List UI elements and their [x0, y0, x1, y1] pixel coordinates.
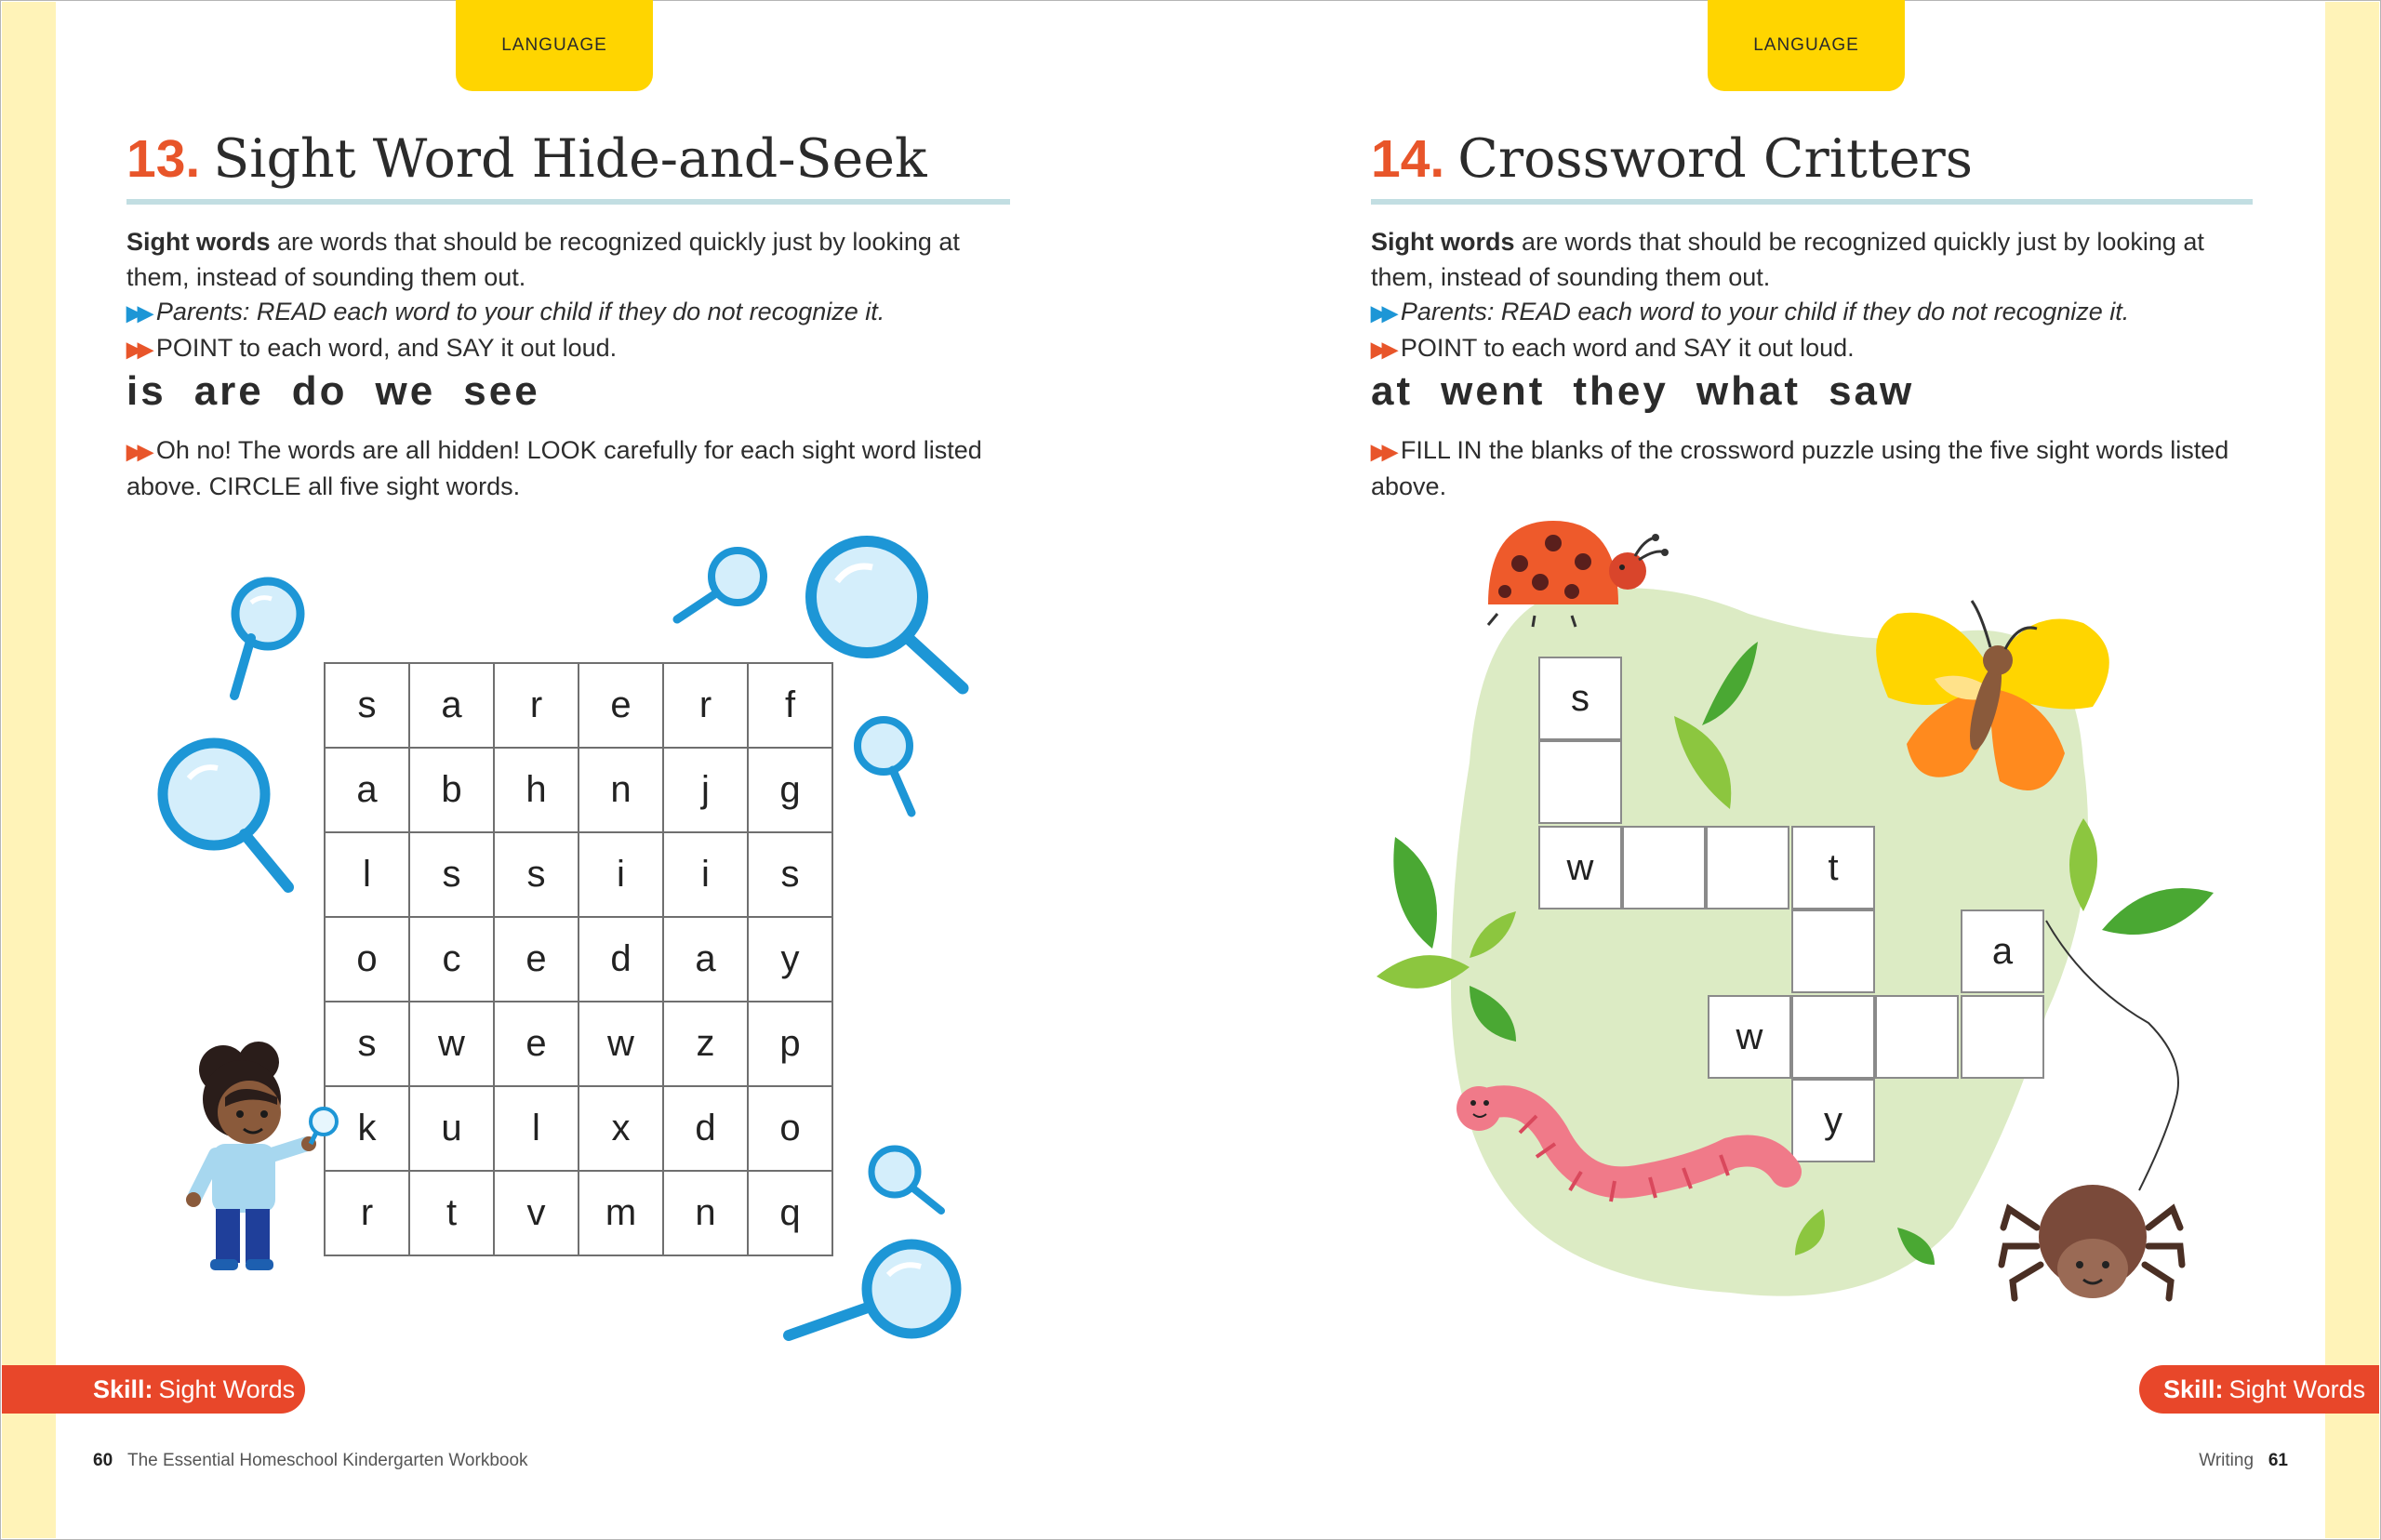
ladybug-illustration: [1479, 511, 1674, 623]
crossword-letter: t: [1828, 846, 1839, 888]
intro-rest: are words that should be recognized quickly just by looking at them, instead of sounding them out.: [1371, 228, 2204, 291]
grid-cell[interactable]: m: [579, 1171, 663, 1255]
grid-cell[interactable]: i: [579, 832, 663, 917]
crossword-cell[interactable]: [1791, 995, 1875, 1079]
grid-cell[interactable]: n: [579, 748, 663, 832]
leaf-icon: [1393, 837, 1437, 949]
leaf-icon: [2069, 818, 2097, 911]
sight-word: is: [126, 368, 166, 414]
spider-illustration: [2000, 1172, 2186, 1321]
parents-note: [1371, 295, 2264, 331]
crossword-letter: w: [1566, 846, 1594, 888]
grid-cell[interactable]: w: [579, 1002, 663, 1086]
crossword-letter: w: [1736, 1016, 1763, 1057]
grid-cell[interactable]: j: [663, 748, 748, 832]
leaf-icon: [1470, 911, 1516, 958]
grid-cell[interactable]: l: [494, 1086, 579, 1171]
activity-number: 14.: [1371, 129, 1445, 189]
arrow-bullet-icon: ▶▶: [126, 301, 149, 325]
page-number: 61: [2268, 1451, 2288, 1470]
title-underline: [126, 199, 1010, 205]
point-instruction: [126, 331, 1019, 367]
child-illustration: [167, 1032, 353, 1274]
parents-note: [126, 295, 1019, 331]
arrow-bullet-icon: ▶▶: [1371, 337, 1393, 361]
grid-cell[interactable]: y: [748, 917, 832, 1002]
page-number: 60: [93, 1451, 113, 1470]
word-search-grid: [324, 662, 833, 1256]
point-instruction-text: POINT to each word and SAY it out loud.: [1400, 333, 1855, 362]
intro-term: Sight words: [1371, 228, 1515, 256]
arrow-bullet-icon: ▶▶: [126, 337, 149, 361]
point-instruction-text: POINT to each word, and SAY it out loud.: [155, 333, 618, 362]
grid-row: [325, 748, 832, 832]
magnifying-glass-icon: [670, 539, 772, 632]
grid-cell[interactable]: r: [325, 1171, 409, 1255]
sight-words-list-right: [1371, 368, 1942, 415]
grid-cell[interactable]: a: [663, 917, 748, 1002]
grid-cell[interactable]: v: [494, 1171, 579, 1255]
grid-cell[interactable]: e: [579, 663, 663, 748]
section-tab-label: LANGUAGE: [1753, 35, 1859, 55]
arrow-bullet-icon: ▶▶: [126, 440, 149, 463]
sight-words-list-left: [126, 368, 568, 415]
section-tab-language-right: [1708, 0, 1905, 91]
worm-illustration: [1451, 1079, 1804, 1228]
activity-number: 13.: [126, 129, 201, 189]
leaf-icon: [1702, 642, 1758, 725]
leaf-icon: [1377, 955, 1470, 989]
spider-thread: [2037, 911, 2186, 1209]
grid-cell[interactable]: g: [748, 748, 832, 832]
task-instruction-left: [126, 433, 1019, 504]
grid-cell[interactable]: d: [579, 917, 663, 1002]
crossword-cell[interactable]: [1706, 826, 1789, 909]
grid-cell[interactable]: s: [325, 1002, 409, 1086]
sight-word: see: [463, 368, 540, 414]
intro-paragraph: [126, 225, 1019, 295]
sight-word: what: [1696, 368, 1802, 414]
crossword-cell[interactable]: [1961, 995, 2044, 1079]
sight-word: at: [1371, 368, 1414, 414]
intro-term: Sight words: [126, 228, 271, 256]
sight-word: went: [1441, 368, 1546, 414]
grid-cell[interactable]: f: [748, 663, 832, 748]
grid-row: [325, 832, 832, 917]
leaf-icon: [1470, 986, 1516, 1042]
grid-cell[interactable]: k: [325, 1086, 409, 1171]
grid-cell[interactable]: b: [409, 748, 494, 832]
skill-label: Skill:: [93, 1374, 153, 1403]
grid-cell[interactable]: s: [748, 832, 832, 917]
leaf-icon: [1897, 1228, 1935, 1265]
grid-row: [325, 1086, 832, 1171]
grid-row: [325, 917, 832, 1002]
sight-word: we: [375, 368, 436, 414]
crossword-letter: y: [1824, 1099, 1842, 1141]
arrow-bullet-icon: ▶▶: [1371, 440, 1393, 463]
sight-word: do: [291, 368, 348, 414]
grid-cell[interactable]: s: [494, 832, 579, 917]
crossword-cell[interactable]: [1538, 826, 1622, 909]
section-tab-label: LANGUAGE: [501, 35, 607, 55]
crossword-letter: a: [1991, 930, 2014, 972]
grid-cell[interactable]: u: [409, 1086, 494, 1171]
title-underline: [1371, 199, 2253, 205]
grid-cell[interactable]: z: [663, 1002, 748, 1086]
right-page-edge: [2325, 2, 2379, 1538]
grid-cell[interactable]: o: [748, 1086, 832, 1171]
activity-title-text: Crossword Critters: [1457, 128, 1974, 190]
grid-cell[interactable]: i: [663, 832, 748, 917]
instructions-right: [1371, 225, 2264, 366]
activity-title-left: [126, 128, 927, 190]
grid-cell[interactable]: w: [409, 1002, 494, 1086]
parents-note-text: Parents: READ each word to your child if they do not recognize it.: [1400, 298, 2130, 325]
crossword-cell[interactable]: [1538, 740, 1622, 824]
crossword-cell[interactable]: [1622, 826, 1706, 909]
sight-word: saw: [1829, 368, 1915, 414]
grid-cell[interactable]: a: [409, 663, 494, 748]
crossword-cell[interactable]: [1961, 909, 2044, 993]
grid-cell[interactable]: e: [494, 917, 579, 1002]
grid-cell[interactable]: a: [325, 748, 409, 832]
magnifying-glass-icon: [156, 727, 305, 895]
task-instruction-right: [1371, 433, 2264, 504]
crossword-cell[interactable]: [1538, 657, 1622, 740]
left-page-edge: [2, 2, 56, 1538]
section-tab-language-left: [456, 0, 653, 91]
book-title: The Essential Homeschool Kindergarten Workbook: [126, 1451, 528, 1470]
grid-cell[interactable]: s: [325, 663, 409, 748]
grid-cell[interactable]: q: [748, 1171, 832, 1255]
grid-cell[interactable]: n: [663, 1171, 748, 1255]
grid-cell[interactable]: r: [494, 663, 579, 748]
instructions-left: [126, 225, 1019, 366]
magnifying-glass-icon: [848, 712, 923, 824]
magnifying-glass-icon: [859, 1140, 952, 1215]
grid-cell[interactable]: p: [748, 1002, 832, 1086]
footer-right: [2199, 1451, 2288, 1471]
task-instruction-text: FILL IN the blanks of the crossword puzzle using the five sight words listed above.: [1371, 436, 2229, 500]
skill-label: Skill:: [2163, 1374, 2224, 1403]
butterfly-illustration: [1860, 595, 2121, 818]
grid-row: [325, 663, 832, 748]
activity-title-text: Sight Word Hide-and-Seek: [213, 128, 927, 190]
skill-value: Sight Words: [158, 1374, 296, 1403]
skill-value: Sight Words: [2228, 1374, 2366, 1403]
skill-badge-left: [2, 1365, 305, 1414]
grid-cell[interactable]: l: [325, 832, 409, 917]
intro-paragraph: [1371, 225, 2264, 295]
footer-left: [93, 1451, 528, 1471]
grid-cell[interactable]: t: [409, 1171, 494, 1255]
crossword-cell[interactable]: [1708, 995, 1791, 1079]
crossword-cell[interactable]: [1791, 909, 1875, 993]
sight-word: are: [193, 368, 264, 414]
grid-cell[interactable]: h: [494, 748, 579, 832]
parents-note-text: Parents: READ each word to your child if they do not recognize it.: [155, 298, 885, 325]
grid-cell[interactable]: c: [409, 917, 494, 1002]
chapter-name: Writing: [2199, 1451, 2255, 1470]
leaf-icon: [1674, 716, 1731, 809]
point-instruction: [1371, 331, 2264, 367]
grid-cell[interactable]: s: [409, 832, 494, 917]
activity-title-right: [1371, 128, 1973, 190]
crossword-cell[interactable]: [1875, 995, 1959, 1079]
skill-badge-right: [2139, 1365, 2379, 1414]
crossword-letter: s: [1571, 677, 1590, 719]
crossword-cell[interactable]: [1791, 826, 1875, 909]
grid-row: [325, 1171, 832, 1255]
task-instruction-text: Oh no! The words are all hidden! LOOK carefully for each sight word listed above. CIRCLE all five sight words.: [126, 436, 982, 500]
sight-word: they: [1573, 368, 1669, 414]
grid-cell[interactable]: e: [494, 1002, 579, 1086]
grid-row: [325, 1002, 832, 1086]
intro-rest: are words that should be recognized quickly just by looking at them, instead of sounding them out.: [126, 228, 960, 291]
magnifying-glass-icon: [214, 567, 316, 707]
arrow-bullet-icon: ▶▶: [1371, 301, 1393, 325]
grid-cell[interactable]: d: [663, 1086, 748, 1171]
grid-cell[interactable]: r: [663, 663, 748, 748]
grid-cell[interactable]: o: [325, 917, 409, 1002]
grid-cell[interactable]: x: [579, 1086, 663, 1171]
